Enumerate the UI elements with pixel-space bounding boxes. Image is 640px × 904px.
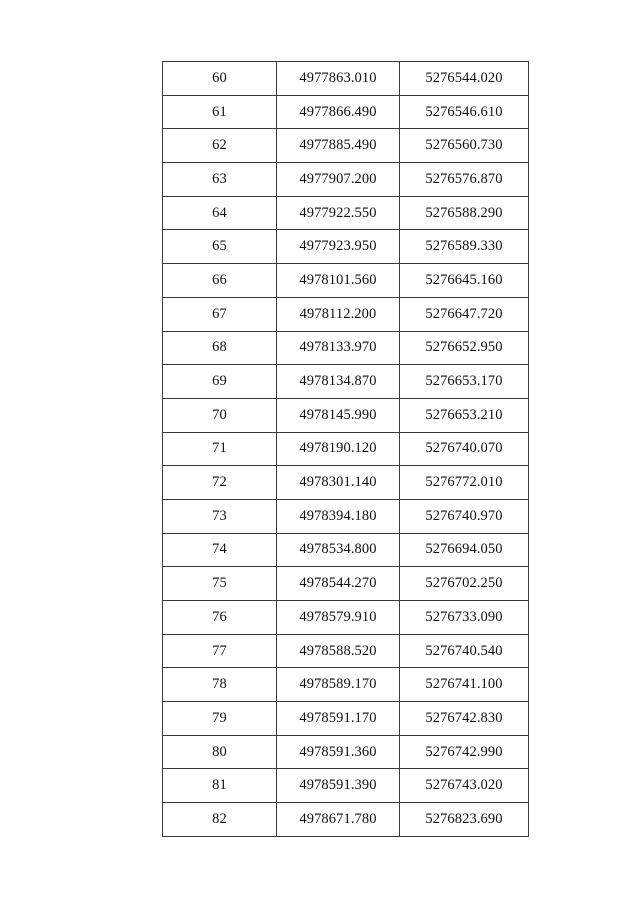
x-coordinate-cell: 4978591.360: [277, 735, 400, 769]
x-coordinate-cell: 4978190.120: [277, 432, 400, 466]
point-number-cell: 80: [163, 735, 277, 769]
y-coordinate-cell: 5276647.720: [400, 297, 529, 331]
x-coordinate-cell: 4978579.910: [277, 601, 400, 635]
point-number-cell: 64: [163, 196, 277, 230]
table-row: [163, 634, 529, 668]
table-row: [163, 466, 529, 500]
table-row: [163, 398, 529, 432]
point-number-cell: 62: [163, 129, 277, 163]
y-coordinate-cell: 5276576.870: [400, 163, 529, 197]
table-row: [163, 601, 529, 635]
coordinates-table-body: [163, 62, 529, 837]
y-coordinate-cell: 5276694.050: [400, 533, 529, 567]
y-coordinate-cell: 5276740.070: [400, 432, 529, 466]
y-coordinate-cell: 5276652.950: [400, 331, 529, 365]
x-coordinate-cell: 4978671.780: [277, 803, 400, 837]
x-coordinate-cell: 4978133.970: [277, 331, 400, 365]
y-coordinate-cell: 5276653.170: [400, 365, 529, 399]
table-row: [163, 702, 529, 736]
point-number-cell: 65: [163, 230, 277, 264]
y-coordinate-cell: 5276544.020: [400, 62, 529, 96]
x-coordinate-cell: 4978591.170: [277, 702, 400, 736]
point-number-cell: 77: [163, 634, 277, 668]
point-number-cell: 60: [163, 62, 277, 96]
x-coordinate-cell: 4978588.520: [277, 634, 400, 668]
table-row: [163, 432, 529, 466]
table-row: [163, 230, 529, 264]
point-number-cell: 71: [163, 432, 277, 466]
table-row: [163, 769, 529, 803]
table-row: [163, 62, 529, 96]
point-number-cell: 82: [163, 803, 277, 837]
table-row: [163, 668, 529, 702]
y-coordinate-cell: 5276653.210: [400, 398, 529, 432]
x-coordinate-cell: 4978544.270: [277, 567, 400, 601]
table-row: [163, 129, 529, 163]
x-coordinate-cell: 4978591.390: [277, 769, 400, 803]
table-row: [163, 533, 529, 567]
table-row: [163, 567, 529, 601]
y-coordinate-cell: 5276741.100: [400, 668, 529, 702]
y-coordinate-cell: 5276742.830: [400, 702, 529, 736]
coordinates-table: [162, 61, 529, 837]
y-coordinate-cell: 5276740.540: [400, 634, 529, 668]
x-coordinate-cell: 4977907.200: [277, 163, 400, 197]
y-coordinate-cell: 5276740.970: [400, 499, 529, 533]
x-coordinate-cell: 4978134.870: [277, 365, 400, 399]
table-row: [163, 196, 529, 230]
point-number-cell: 81: [163, 769, 277, 803]
point-number-cell: 78: [163, 668, 277, 702]
point-number-cell: 68: [163, 331, 277, 365]
y-coordinate-cell: 5276546.610: [400, 95, 529, 129]
y-coordinate-cell: 5276560.730: [400, 129, 529, 163]
point-number-cell: 67: [163, 297, 277, 331]
x-coordinate-cell: 4977866.490: [277, 95, 400, 129]
x-coordinate-cell: 4978394.180: [277, 499, 400, 533]
point-number-cell: 66: [163, 264, 277, 298]
point-number-cell: 79: [163, 702, 277, 736]
table-row: [163, 264, 529, 298]
table-row: [163, 297, 529, 331]
table-row: [163, 803, 529, 837]
x-coordinate-cell: 4977863.010: [277, 62, 400, 96]
point-number-cell: 69: [163, 365, 277, 399]
point-number-cell: 73: [163, 499, 277, 533]
x-coordinate-cell: 4978101.560: [277, 264, 400, 298]
x-coordinate-cell: 4978589.170: [277, 668, 400, 702]
x-coordinate-cell: 4977923.950: [277, 230, 400, 264]
point-number-cell: 76: [163, 601, 277, 635]
x-coordinate-cell: 4978112.200: [277, 297, 400, 331]
point-number-cell: 72: [163, 466, 277, 500]
point-number-cell: 63: [163, 163, 277, 197]
point-number-cell: 75: [163, 567, 277, 601]
table-row: [163, 735, 529, 769]
table-row: [163, 331, 529, 365]
y-coordinate-cell: 5276588.290: [400, 196, 529, 230]
y-coordinate-cell: 5276702.250: [400, 567, 529, 601]
x-coordinate-cell: 4977885.490: [277, 129, 400, 163]
y-coordinate-cell: 5276743.020: [400, 769, 529, 803]
table-row: [163, 499, 529, 533]
y-coordinate-cell: 5276772.010: [400, 466, 529, 500]
x-coordinate-cell: 4978145.990: [277, 398, 400, 432]
y-coordinate-cell: 5276589.330: [400, 230, 529, 264]
x-coordinate-cell: 4977922.550: [277, 196, 400, 230]
table-row: [163, 95, 529, 129]
point-number-cell: 61: [163, 95, 277, 129]
y-coordinate-cell: 5276645.160: [400, 264, 529, 298]
x-coordinate-cell: 4978534.800: [277, 533, 400, 567]
y-coordinate-cell: 5276742.990: [400, 735, 529, 769]
point-number-cell: 70: [163, 398, 277, 432]
y-coordinate-cell: 5276823.690: [400, 803, 529, 837]
point-number-cell: 74: [163, 533, 277, 567]
y-coordinate-cell: 5276733.090: [400, 601, 529, 635]
table-row: [163, 365, 529, 399]
table-row: [163, 163, 529, 197]
x-coordinate-cell: 4978301.140: [277, 466, 400, 500]
